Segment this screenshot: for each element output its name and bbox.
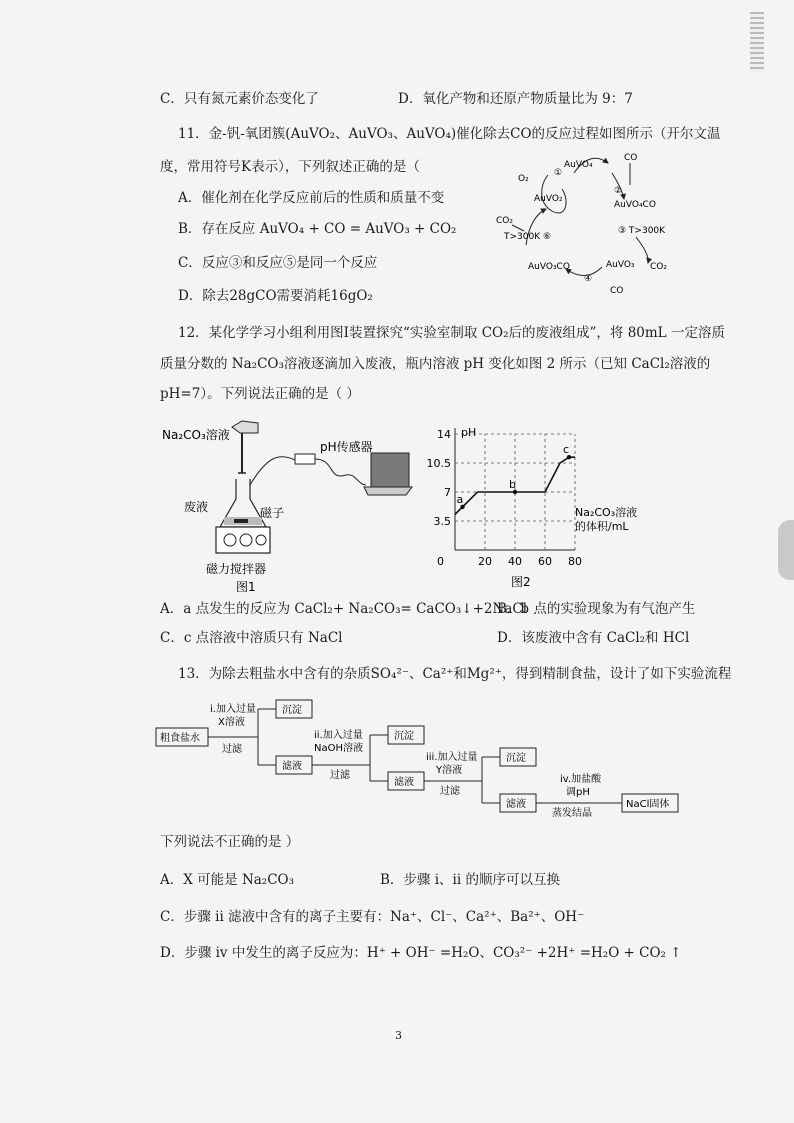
q12-option-d: D．该废液中含有 CaCl₂和 HCl <box>497 630 690 646</box>
step1-line1: i.加入过量 <box>210 704 256 715</box>
nacl-solid-label: NaCl固体 <box>626 799 670 810</box>
auvo4-top-label: AuVO₄ <box>564 160 593 170</box>
step3-line2: Y溶液 <box>436 765 463 776</box>
arrow-3 <box>636 237 648 263</box>
y-tick-label-1: 7 <box>444 486 451 499</box>
temperature-6-label: T>300K ⑥ <box>504 232 552 242</box>
precipitate-3-label: 沉淀 <box>506 753 526 764</box>
figure-2-caption: 图2 <box>511 575 531 589</box>
co-top-label: CO <box>624 153 638 163</box>
sensor-cable <box>315 459 366 485</box>
q12-option-c: C．c 点溶液中溶质只有 NaCl <box>160 630 343 646</box>
point-label-b: b <box>509 478 516 491</box>
step3-line1: iii.加入过量 <box>426 752 478 763</box>
laptop-base <box>364 487 412 495</box>
q11-stem-line1: 11．金-钒-氧团簇(AuVO₂、AuVO₃、AuVO₄)催化除去CO的反应过程如图所示（开尔文温 <box>178 126 721 142</box>
ph-sensor-box <box>295 454 315 464</box>
temperature-3-label: ③ T>300K <box>618 226 666 236</box>
q12-stem-line1: 12．某化学学习小组利用图Ⅰ装置探究“实验室制取 CO₂后的废液组成”，将 80mL 一定溶质 <box>178 325 725 341</box>
crude-brine-label: 粗食盐水 <box>160 733 200 744</box>
q11-option-a: A．催化剂在化学反应前后的性质和质量不变 <box>178 190 445 206</box>
auvo3co-label: AuVO₃CO <box>528 262 570 272</box>
ph-sensor-label: pH传感器 <box>320 440 373 454</box>
purification-flowchart <box>150 698 710 823</box>
q13-option-d: D．步骤 iv 中发生的离子反应为：H⁺ + OH⁻ =H₂O、CO₃²⁻ +2H⁺ =H₂O + CO₂ ↑ <box>160 945 682 961</box>
co2-right-label: CO₂ <box>650 262 667 272</box>
probe-cable <box>250 457 295 485</box>
point-label-c: c <box>563 443 570 457</box>
catalytic-cycle-diagram <box>490 145 690 305</box>
q12-option-b: B．b 点的实验现象为有气泡产生 <box>497 601 696 617</box>
filtrate-2-label: 滤液 <box>394 777 414 788</box>
q13-option-b: B．步骤 i、ii 的顺序可以互换 <box>380 872 560 888</box>
precipitate-2-label: 沉淀 <box>394 731 414 742</box>
step4-line1: iv.加盐酸 <box>560 774 602 785</box>
step2-line1: ii.加入过量 <box>314 730 363 741</box>
figure-1-caption: 图1 <box>236 580 256 594</box>
arrow-co2-left <box>512 225 524 231</box>
scan-artifact <box>750 12 764 72</box>
q11-option-d: D．除去28gCO需要消耗16gO₂ <box>178 288 373 304</box>
precipitate-1-label: 沉淀 <box>282 705 302 716</box>
x-tick-label-1: 20 <box>478 555 492 568</box>
origin-label: 0 <box>437 555 444 568</box>
y-axis-label: pH <box>461 426 477 439</box>
y-tick-label-3: 14 <box>437 428 451 441</box>
magnet-label: 磁子 <box>260 506 285 520</box>
circle-2-label: ② <box>614 186 623 196</box>
circle-1-label: ① <box>554 168 563 178</box>
x-tick-label-3: 60 <box>538 555 552 568</box>
dropper-hand <box>232 421 258 433</box>
q13-option-c: C．步骤 ii 滤液中含有的离子主要有：Na⁺、Cl⁻、Ca²⁺、Ba²⁺、OH⁻ <box>160 909 585 925</box>
q13-stem: 13．为除去粗盐水中含有的杂质SO₄²⁻、Ca²⁺和Mg²⁺，得到精制食盐，设计了如下实验流程 <box>178 666 732 682</box>
filtrate-3-label: 滤液 <box>506 799 526 810</box>
q12-stem-line3: pH=7）。下列说法正确的是（ ） <box>160 386 360 402</box>
q11-stem-line2: 度，常用符号K表示），下列叙述正确的是（ <box>160 159 420 175</box>
q10-option-c: C．只有氮元素价态变化了 <box>160 91 319 107</box>
waste-liquid-label: 废液 <box>184 500 209 514</box>
step1-line2: X溶液 <box>218 717 245 728</box>
x-axis-label-line1: Na₂CO₃溶液 <box>575 506 638 519</box>
circle-4-label: ④ <box>584 274 593 284</box>
auvo4co-label: AuVO₄CO <box>614 200 656 210</box>
co2-left-label: CO₂ <box>496 216 513 226</box>
step4-line3: 蒸发结晶 <box>552 808 592 819</box>
auvo2-label: AuVO₂ <box>534 194 563 204</box>
q12-option-a: A．a 点发生的反应为 CaCl₂+ Na₂CO₃= CaCO₃↓+2NaCl <box>160 601 528 617</box>
step3-line3: 过滤 <box>440 786 460 797</box>
co-bottom-label: CO <box>610 286 624 296</box>
q11-option-c: C．反应③和反应⑤是同一个反应 <box>178 255 378 271</box>
ph-line-chart <box>425 420 638 590</box>
y-tick-label-0: 3.5 <box>433 515 451 528</box>
point-label-a: a <box>456 492 464 506</box>
filtrate-1-label: 滤液 <box>282 761 302 772</box>
apparatus-figure-1 <box>150 415 415 594</box>
x-tick-label-2: 40 <box>508 555 522 568</box>
q12-stem-line2: 质量分数的 Na₂CO₃溶液逐滴加入废液，瓶内溶液 pH 变化如图 2 所示（已知 CaCl₂溶液的 <box>160 356 711 372</box>
laptop-screen <box>371 453 409 487</box>
step4-line2: 调pH <box>566 787 590 798</box>
x-axis-label-line2: 的体积/mL <box>575 520 629 533</box>
auvo3-label: AuVO₃ <box>606 260 635 270</box>
q11-option-b: B．存在反应 AuVO₄ + CO = AuVO₃ + CO₂ <box>178 221 457 237</box>
step2-line3: 过滤 <box>330 770 350 781</box>
step2-line2: NaOH溶液 <box>314 743 363 754</box>
stirrer-label: 磁力搅拌器 <box>206 562 267 576</box>
step1-line3: 过滤 <box>222 744 242 755</box>
scan-edge <box>778 520 794 580</box>
page-number: 3 <box>395 1029 402 1042</box>
y-tick-label-2: 10.5 <box>426 457 451 470</box>
na2co3-solution-label: Na₂CO₃溶液 <box>162 428 230 442</box>
q10-option-d: D．氧化产物和还原产物质量比为 9：7 <box>398 91 633 107</box>
q13-ask: 下列说法不正确的是 ） <box>160 834 300 850</box>
o2-label: O₂ <box>518 174 529 184</box>
q13-option-a: A．X 可能是 Na₂CO₃ <box>160 872 295 888</box>
x-tick-label-4: 80 <box>568 555 582 568</box>
magnet-bar <box>234 519 248 523</box>
